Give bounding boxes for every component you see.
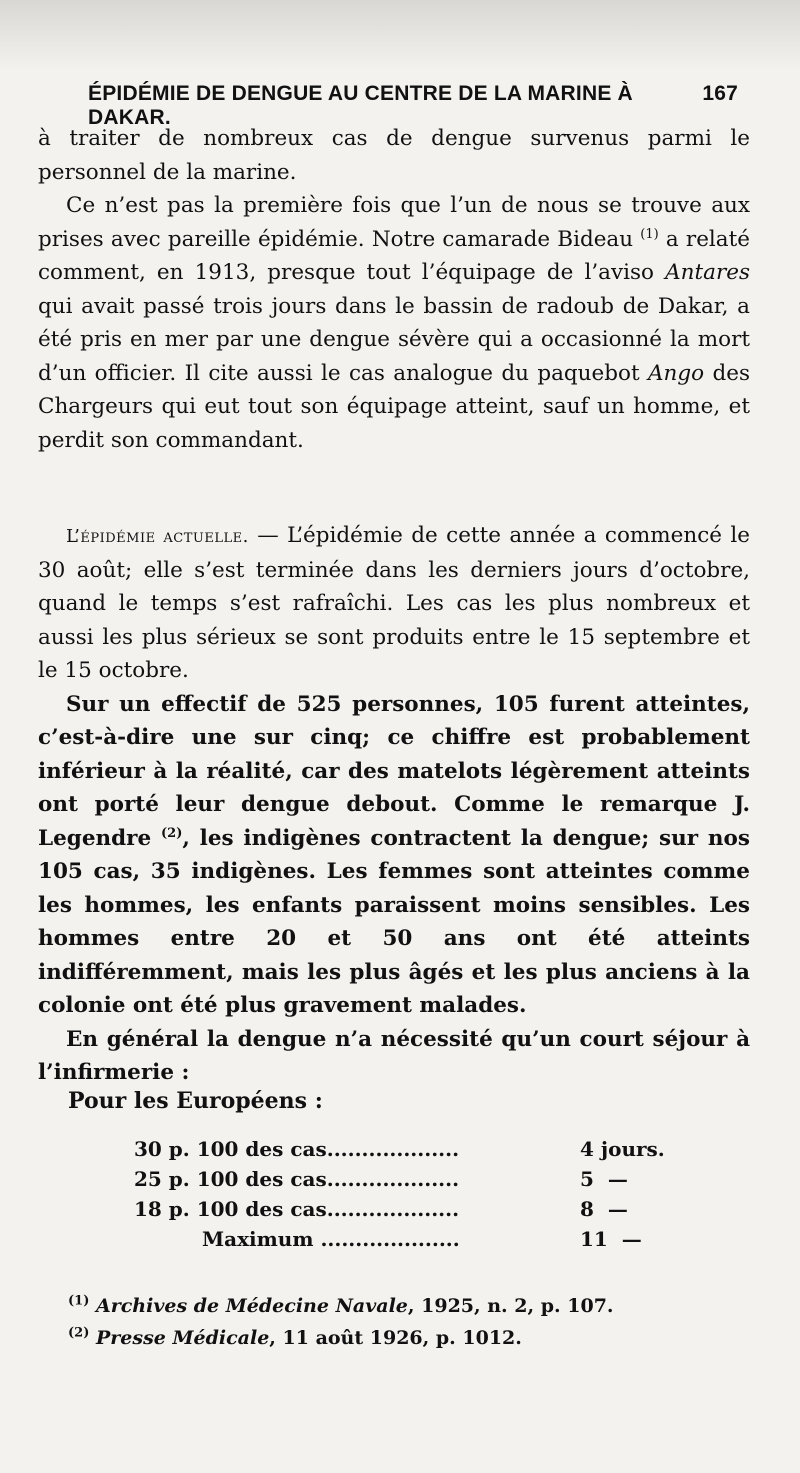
list-row-label: 25 p. 100 des cas................... [134, 1167, 460, 1191]
paragraph-4-text-a: Sur un effectif de 525 personnes, 105 furent atteintes, c’est-à-dire une sur cinq; ce chiffre est probablement inférieur à la réalité, car des matelots légèrement atteints ont porté leur dengue debout. Comme le remarque J. Legendre [38, 691, 750, 851]
footnote-1-marker: (1) [68, 1293, 90, 1309]
page-number: 167 [702, 82, 738, 105]
list-row [134, 1164, 640, 1194]
paragraph-3-text: — L’épidémie de cette année a commencé le 30 août; elle s’est terminée dans les derniers jours d’octobre, quand le temps s’est rafraîchi. Les cas les plus nombreux et aussi les plus sérieux se sont produits entre le 15 septembre et le 15 octobre. [38, 523, 750, 683]
scan-shadow [0, 0, 800, 70]
footnote-1-citation: , 1925, n. 2, p. 107. [407, 1295, 614, 1317]
paragraph-4 [38, 688, 750, 1023]
footnote-2-title: Presse Médicale [95, 1327, 270, 1349]
paragraph-4-text-b: , les indigènes contractent la dengue; sur nos 105 cas, 35 indigènes. Les femmes sont atteintes comme les hommes, les enfants paraissent moins sensibles. Les hommes entre 20 et 50 ans ont été atteints indifféremment, mais les plus âgés et les plus anciens à la colonie ont été plus gravement malades. [38, 825, 750, 1018]
section-heading: L’épidémie actuelle. [66, 526, 249, 547]
footnotes [68, 1290, 720, 1354]
list-row-label: Maximum .................... [202, 1227, 460, 1251]
section-gap [38, 457, 750, 519]
ship-name-antares: Antares [665, 260, 750, 285]
footnote-ref-1: (1) [640, 226, 659, 242]
body-text [38, 122, 750, 1090]
header-title: ÉPIDÉMIE DE DENGUE AU CENTRE DE LA MARINE À DAKAR. [88, 82, 633, 129]
list-row [134, 1134, 665, 1164]
duration-list [134, 1134, 665, 1254]
list-row-value: 4 jours. [580, 1137, 665, 1161]
paragraph-2-text-a: Ce n’est pas la première fois que l’un de nous se trouve aux prises avec pareille épidémie. Notre camarade Bideau [38, 193, 750, 252]
paragraph-2-text-c: qui avait passé trois jours dans le bassin de radoub de Dakar, a été pris en mer par une dengue sévère qui a occasionné la mort d’un officier. Il cite aussi le cas analogue du paquebot [38, 293, 750, 386]
footnote-2-citation: , 11 août 1926, p. 1012. [269, 1327, 522, 1349]
ship-name-ango: Ango [647, 360, 705, 386]
list-row-value: 5 — [580, 1167, 628, 1191]
list-row-value: 11 — [580, 1227, 642, 1251]
list-row-value: 8 — [580, 1197, 628, 1221]
footnote-2 [68, 1322, 720, 1354]
paragraph-2 [38, 189, 750, 457]
paragraph-5: En général la dengue n’a nécessité qu’un court séjour à l’infirmerie : [38, 1026, 750, 1085]
list-row [134, 1194, 640, 1224]
footnote-1-title: Archives de Médecine Navale [95, 1295, 408, 1317]
list-row-label: 18 p. 100 des cas................... [134, 1197, 460, 1221]
paragraph-1: à traiter de nombreux cas de dengue survenus parmi le personnel de la marine. [38, 126, 750, 185]
paragraph-2-text-b: a relaté comment, en 1913, presque tout l’équipage de l’aviso [38, 226, 750, 285]
paragraph-3 [38, 519, 750, 688]
footnote-1 [68, 1290, 720, 1322]
footnote-2-marker: (2) [68, 1325, 90, 1341]
paragraph-2-text-d: des Chargeurs qui eut tout son équipage atteint, sauf un homme, et perdit son commandant. [38, 360, 750, 453]
list-row-label: 30 p. 100 des cas................... [134, 1137, 460, 1161]
list-row-maximum [134, 1224, 640, 1254]
list-title: Pour les Européens : [68, 1088, 323, 1114]
footnote-ref-2: (2) [161, 825, 183, 841]
